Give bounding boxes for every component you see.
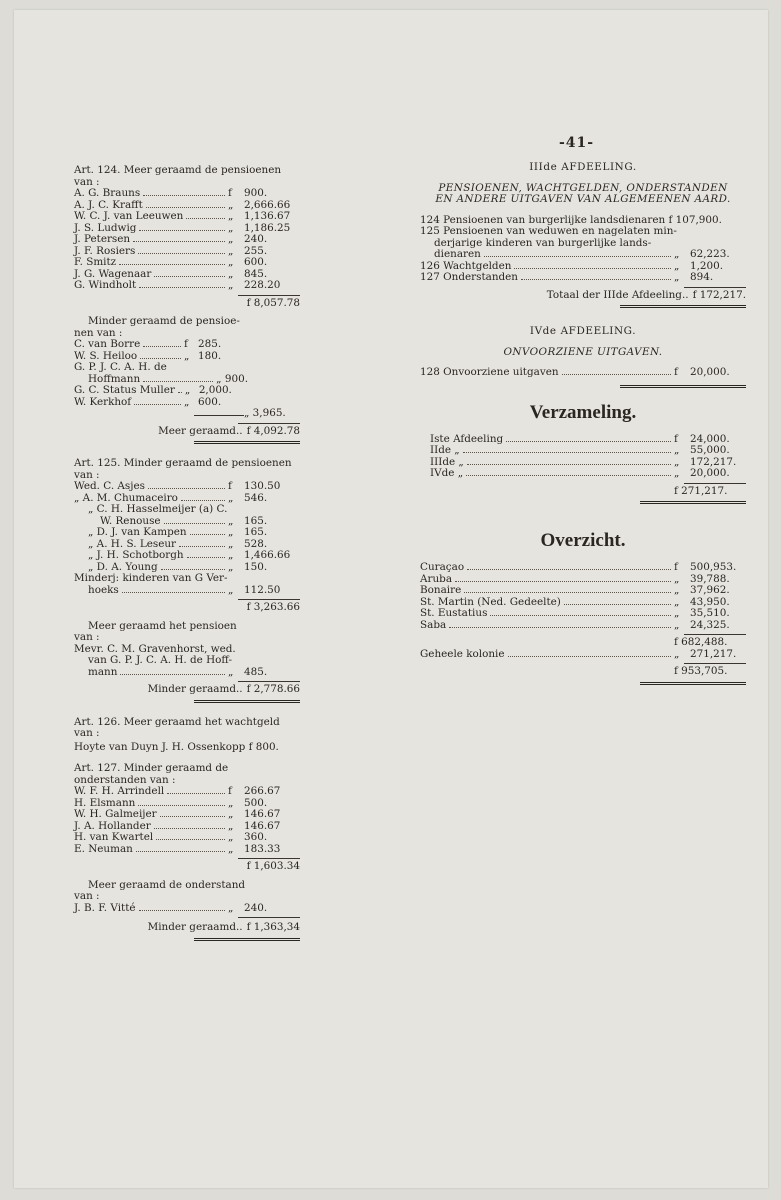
item-name: A. G. Brauns — [74, 187, 141, 199]
art125-subtotal-row — [74, 602, 300, 614]
art127-result-row — [74, 922, 300, 934]
currency-mark: „ — [184, 395, 190, 408]
item-name: A. J. C. Krafft — [74, 198, 143, 211]
item-name: J. Petersen — [74, 233, 131, 245]
afdeeling-4-heading: IVde AFDEELING. — [529, 325, 637, 337]
rule — [684, 634, 746, 635]
amount: 894. — [690, 271, 714, 283]
currency-mark: „ — [674, 584, 680, 596]
overzicht-grand-total-row — [420, 666, 746, 678]
left-column — [74, 165, 300, 945]
leader-dots — [154, 828, 225, 829]
leader-dots — [514, 268, 671, 269]
item-name: J. S. Ludwig — [74, 221, 137, 234]
leader-dots — [564, 604, 671, 605]
currency-mark: „ — [674, 607, 680, 619]
geheele-kolonie-row — [420, 649, 746, 661]
currency-mark: „ — [228, 244, 234, 257]
currency-mark: „ — [674, 618, 680, 631]
leader-dots — [506, 441, 671, 442]
amount: 130.50 — [244, 480, 281, 492]
leader-dots — [463, 452, 671, 453]
item-name: Aruba — [420, 572, 453, 585]
item-name: W. Kerkhof — [74, 395, 132, 408]
leader-dots — [186, 218, 225, 219]
amount: 1,136.67 — [244, 210, 291, 222]
list-item — [74, 234, 300, 246]
currency-mark: „ — [228, 560, 234, 573]
list-item — [74, 809, 300, 821]
rule — [238, 295, 300, 296]
verzameling-list — [420, 434, 746, 480]
list-item — [420, 562, 746, 574]
amount: 528. — [244, 537, 268, 550]
art125-meer-line-2: van G. P. J. C. A. H. de Hoff- — [88, 654, 232, 666]
afdeeling-3-sub-2: EN ANDERE UITGAVEN VAN ALGEMEENEN AARD. — [435, 193, 731, 205]
art124-minder-name-a: G. P. J. C. A. H. de — [74, 361, 167, 373]
list-item — [74, 481, 300, 493]
rule — [238, 858, 300, 859]
leader-dots — [139, 230, 225, 231]
amount: 146.67 — [244, 819, 281, 832]
currency-mark: „ — [228, 796, 234, 809]
art124-minder-intro-1: Minder geraamd de pensioe- — [88, 315, 240, 327]
art127-section — [74, 763, 300, 941]
list-item — [430, 445, 746, 457]
overzicht-title: Overzicht. — [540, 530, 626, 551]
currency-mark: „ — [674, 467, 680, 479]
art127-meer-intro-1: Meer geraamd de onderstand — [88, 878, 246, 891]
list-item — [74, 211, 300, 223]
leader-dots — [178, 392, 182, 393]
item-name: G. C. Status Muller — [74, 384, 175, 396]
leader-dots — [156, 839, 225, 840]
amount: 165. — [244, 514, 268, 527]
leader-dots — [122, 592, 225, 593]
amount: 20,000. — [690, 467, 730, 479]
line-125-a: 125 Pensioenen van weduwen en nagelaten min- — [420, 225, 677, 237]
currency-mark: f — [184, 338, 188, 350]
art124-section — [74, 165, 300, 444]
rule — [238, 917, 300, 918]
art124-subtotal: f 8,057.78 — [246, 296, 300, 309]
item-name: Bonaire — [420, 584, 462, 596]
art125-meer-line-3: mann — [88, 665, 118, 678]
leader-dots — [138, 253, 225, 254]
amount: 112.50 — [244, 583, 281, 596]
item-name: St. Martin (Ned. Gedeelte) — [420, 595, 561, 608]
leader-dots — [167, 793, 225, 794]
afdeeling-4-sub: ONVOORZIENE UITGAVEN. — [503, 345, 663, 358]
leader-dots — [521, 279, 671, 280]
amount: 600. — [198, 395, 222, 408]
amount: 165. — [244, 526, 268, 538]
list-item — [74, 339, 234, 351]
currency-mark: „ — [228, 267, 234, 280]
line-128: 128 Onvoorziene uitgaven — [420, 366, 559, 378]
item-name: Iste Afdeeling — [430, 432, 504, 445]
amount: 39,788. — [690, 572, 730, 585]
item-name: F. Smitz — [74, 256, 117, 268]
leader-dots — [467, 569, 671, 570]
list-item — [74, 844, 300, 856]
list-item — [74, 257, 300, 269]
item-name: W. H. Galmeijer — [74, 808, 157, 820]
leader-dots — [140, 358, 181, 359]
item-name: „ D. A. Young — [88, 560, 158, 573]
art127-result-value: f 1,363,34 — [246, 921, 300, 933]
currency-mark: „ — [228, 210, 234, 222]
line-125-c: dienaren — [434, 248, 481, 260]
item-name: „ J. H. Schotborgh — [88, 549, 184, 561]
art124-minder-list — [74, 339, 300, 362]
verzameling-title: Verzameling. — [529, 401, 637, 423]
art127-list — [74, 786, 300, 855]
amount: 240. — [244, 233, 268, 245]
rule — [684, 287, 746, 288]
art125-section — [74, 458, 300, 703]
amount: 24,000. — [690, 432, 730, 445]
amount: 24,325. — [690, 618, 730, 631]
list-item — [74, 397, 234, 409]
item-name: J. G. Wagenaar — [74, 267, 152, 280]
leader-dots — [143, 195, 225, 196]
leader-dots — [133, 241, 225, 242]
list-item — [74, 832, 300, 844]
currency-mark: „ — [674, 444, 680, 456]
amount: 271,217. — [690, 647, 737, 660]
rule — [684, 483, 746, 484]
amount: 150. — [244, 560, 268, 573]
leader-dots — [490, 615, 671, 616]
overzicht-subtotal-row — [420, 637, 746, 649]
afdeeling-3-total-label: Totaal der IIIde Afdeeling.. — [546, 288, 689, 301]
amount: 600. — [244, 256, 268, 268]
item-name: G. Windholt — [74, 279, 137, 291]
leader-dots — [120, 674, 225, 675]
ditto-mark: „ — [228, 665, 234, 678]
double-rule — [620, 305, 746, 308]
amount: 240. — [244, 901, 268, 914]
amount: 228.20 — [244, 279, 281, 291]
rule — [684, 663, 746, 664]
art127-result-label: Minder geraamd.. — [147, 921, 243, 933]
art127-subtotal: f 1,603.34 — [246, 860, 300, 872]
geheele-kolonie: Geheele kolonie — [420, 647, 505, 660]
item-name: „ D. J. van Kampen — [88, 526, 187, 538]
leader-dots — [508, 656, 671, 657]
list-item — [74, 527, 300, 539]
art124-minder-name-b: Hoffmann — [88, 372, 141, 385]
double-rule — [194, 441, 300, 444]
rule — [238, 599, 300, 600]
rule — [238, 681, 300, 682]
art126-line: Hoyte van Duyn J. H. Ossenkopp f 800. — [74, 740, 279, 753]
afdeeling-3-total-row — [420, 290, 746, 302]
item-name: Wed. C. Asjes — [74, 480, 145, 492]
item-name: E. Neuman — [74, 842, 133, 855]
item-name: W. F. H. Arrindell — [74, 785, 165, 797]
list-item — [420, 620, 746, 632]
leader-dots — [484, 256, 671, 257]
leader-dots — [139, 910, 225, 911]
currency-mark: „ — [674, 595, 680, 608]
amount: 1,466.66 — [244, 549, 291, 561]
afdeeling-3-sub-1: PENSIOENEN, WACHTGELDEN, ONDERSTANDEN — [438, 181, 728, 194]
amount: 2,000. — [198, 384, 232, 396]
art125-meer-line-1: Mevr. C. M. Gravenhorst, wed. — [74, 642, 236, 655]
currency-mark: „ — [228, 831, 234, 843]
item-name: IVde „ — [430, 467, 464, 479]
currency-mark: f — [228, 785, 232, 797]
amount: 1,186.25 — [244, 221, 291, 234]
amount: 285. — [198, 338, 222, 350]
amount: 55,000. — [690, 444, 730, 456]
ditto-mark: „ — [228, 514, 234, 527]
amount: 546. — [244, 491, 268, 504]
amount: 266.67 — [244, 785, 281, 797]
leader-dots — [138, 805, 225, 806]
art125-result-row — [74, 684, 300, 696]
art124-minder-total: „ 3,965. — [244, 407, 286, 419]
item-name: J. F. Rosiers — [74, 244, 136, 257]
item-name: „ A. H. S. Leseur — [88, 537, 177, 550]
art125-result-label: Minder geraamd.. — [147, 683, 243, 695]
amount: 845. — [244, 267, 268, 280]
amount: 172,217. — [690, 455, 737, 468]
art124-result-value: f 4,092.78 — [246, 424, 300, 437]
leader-dots — [143, 346, 181, 347]
currency-mark: „ — [228, 198, 234, 211]
art124-list — [74, 188, 300, 292]
list-item — [74, 188, 300, 200]
currency-mark: „ — [674, 259, 680, 272]
leader-dots — [154, 276, 225, 277]
art125-hass-b: W. Renouse — [100, 514, 161, 527]
ditto-mark: „ — [674, 647, 680, 660]
amount: 20,000. — [690, 366, 730, 378]
currency-mark: „ — [228, 491, 234, 504]
leader-dots — [181, 500, 225, 501]
art126-section — [74, 717, 300, 754]
double-rule — [640, 682, 746, 685]
leader-dots — [467, 464, 671, 465]
art125-intro: Art. 125. Minder geraamd de pensioenen van : — [74, 457, 292, 481]
art125-hass-a: „ C. H. Hasselmeijer (a) C. — [88, 503, 228, 515]
leader-dots — [464, 592, 671, 593]
leader-dots — [161, 569, 225, 570]
art127-meer-row — [74, 903, 300, 915]
item-name: 127 Onderstanden — [420, 271, 519, 283]
overzicht-grand-total: f 953,705. — [674, 665, 728, 677]
right-column — [420, 162, 746, 689]
currency-mark: „ — [674, 271, 680, 283]
item-name: IIde „ — [430, 444, 460, 456]
art127-subtotal-row — [74, 861, 300, 873]
ditto-mark: „ — [228, 901, 234, 914]
leader-dots — [148, 488, 225, 489]
list-item — [420, 272, 746, 284]
leader-dots — [139, 287, 225, 288]
amount: 255. — [244, 244, 268, 257]
leader-dots — [562, 374, 671, 375]
line-125-b: derjarige kinderen van burgerlijke lands- — [434, 236, 652, 249]
afdeeling-3 — [420, 162, 746, 308]
currency-mark: „ — [228, 549, 234, 561]
leader-dots — [190, 534, 225, 535]
afdeeling-3-heading: IIIde AFDEELING. — [529, 161, 637, 173]
afdeeling-3-total-value: f 172,217. — [692, 288, 746, 301]
currency-mark: „ — [228, 537, 234, 550]
document-page — [14, 10, 768, 1188]
ditto-mark: „ — [674, 248, 680, 260]
rule — [238, 423, 300, 424]
leader-dots — [136, 851, 225, 852]
leader-dots — [164, 523, 225, 524]
currency-mark: „ — [228, 221, 234, 234]
verzameling-total-row — [420, 486, 746, 498]
amount: 62,223. — [690, 248, 730, 260]
leader-dots — [143, 381, 213, 382]
item-name: H. van Kwartel — [74, 831, 154, 843]
amount: 43,950. — [690, 595, 730, 608]
amount: 37,962. — [690, 584, 730, 596]
leader-dots — [466, 475, 671, 476]
line-125-row — [420, 249, 746, 261]
line-128-row — [420, 367, 746, 379]
leader-dots — [187, 557, 225, 558]
item-name: H. Elsmann — [74, 796, 136, 809]
amount: 485. — [244, 665, 268, 678]
art125-meer-intro-2: van : — [74, 631, 100, 643]
art124-result-label: Meer geraamd.. — [158, 424, 243, 437]
double-rule — [620, 385, 746, 388]
amount: 500. — [244, 796, 268, 809]
double-rule — [194, 700, 300, 703]
currency-mark: f — [674, 432, 678, 445]
art125-kind-b: hoeks — [88, 583, 119, 596]
item-name: „ A. M. Chumaceiro — [74, 491, 178, 504]
item-name: St. Eustatius — [420, 607, 488, 619]
art125-result-value: f 2,778.66 — [246, 683, 300, 695]
art125-kind-row — [74, 585, 300, 597]
amount: 180. — [198, 349, 222, 362]
overzicht-list — [420, 562, 746, 631]
amount: 146.67 — [244, 808, 281, 820]
art124-minder-total-row — [74, 408, 300, 420]
amount: 360. — [244, 831, 268, 843]
currency-mark: „ — [228, 279, 234, 291]
currency-mark: „ — [228, 526, 234, 538]
item-name: 126 Wachtgelden — [420, 259, 512, 272]
list-item — [420, 608, 746, 620]
double-rule — [640, 501, 746, 504]
currency-mark: f — [228, 187, 232, 199]
art124-intro: Art. 124. Meer geraamd de pensioenen van : — [74, 164, 282, 188]
item-name: Curaçao — [420, 561, 465, 573]
leader-dots — [449, 627, 671, 628]
leader-dots — [134, 404, 181, 405]
currency-mark: „ — [228, 819, 234, 832]
amount: 35,510. — [690, 607, 730, 619]
amount: 1,200. — [690, 259, 724, 272]
art124-minder-intro-2: nen van : — [74, 326, 123, 339]
currency-mark: „ — [184, 384, 191, 396]
overzicht — [420, 530, 746, 685]
afdeeling-3-list — [420, 261, 746, 284]
list-item — [74, 550, 300, 562]
leader-dots — [119, 264, 225, 265]
amount: 183.33 — [244, 842, 281, 855]
currency-mark: „ — [228, 233, 234, 245]
art125-meer-intro-1: Meer geraamd het pensioen — [88, 619, 237, 632]
leader-dots — [160, 816, 225, 817]
list-item — [420, 585, 746, 597]
list-item — [430, 468, 746, 480]
currency-mark: „ — [184, 349, 190, 362]
currency-mark: f — [228, 480, 232, 492]
item-name: C. van Borre — [74, 338, 141, 350]
art124-result-row — [74, 426, 300, 438]
art126-intro: Art. 126. Meer geraamd het wachtgeld van : — [74, 715, 280, 739]
currency-mark: „ — [228, 808, 234, 820]
line-124: 124 Pensioenen van burgerlijke landsdienaren f 107,900. — [420, 213, 722, 226]
art127-intro: Art. 127. Minder geraamd de onderstanden van : — [74, 762, 229, 786]
art125-meer-row — [74, 667, 300, 679]
currency-mark: f — [674, 561, 678, 573]
art127-meer-intro-2: van : — [74, 890, 100, 902]
verzameling — [420, 402, 746, 505]
currency-mark: „ — [228, 842, 234, 855]
ditto-mark: „ — [228, 583, 234, 596]
art125-list — [74, 481, 300, 504]
leader-dots — [455, 581, 671, 582]
overzicht-subtotal: f 682,488. — [674, 636, 728, 648]
list-item — [74, 385, 234, 397]
art125-list-2 — [74, 527, 300, 573]
item-name: IIIde „ — [430, 455, 464, 468]
verzameling-total: f 271,217. — [674, 484, 728, 497]
item-name: W. S. Heiloo — [74, 349, 138, 362]
art127-meer-name: J. B. F. Vitté — [74, 901, 136, 914]
list-item — [74, 280, 300, 292]
afdeeling-4 — [420, 326, 746, 388]
art125-subtotal: f 3,263.66 — [246, 601, 300, 613]
amount: 2,666.66 — [244, 198, 291, 211]
art124-minder-amt-b: „ 900. — [216, 372, 248, 385]
art124-subtotal-row — [74, 298, 300, 310]
currency-mark: „ — [674, 572, 680, 585]
item-name: J. A. Hollander — [74, 819, 151, 832]
list-item — [74, 786, 300, 798]
leader-dots — [146, 207, 225, 208]
double-rule — [194, 938, 300, 941]
art124-minder-list-2 — [74, 385, 300, 408]
page-number: -41- — [559, 135, 595, 151]
leader-dots — [179, 546, 225, 547]
amount: 900. — [244, 187, 268, 199]
amount: 500,953. — [690, 561, 737, 573]
item-name: Saba — [420, 618, 447, 631]
currency-mark: „ — [674, 455, 680, 468]
currency-mark: „ — [228, 256, 234, 268]
currency-mark: f — [674, 366, 678, 378]
item-name: W. C. J. van Leeuwen — [74, 210, 184, 222]
art125-kind-a: Minderj: kinderen van G Ver- — [74, 572, 228, 584]
